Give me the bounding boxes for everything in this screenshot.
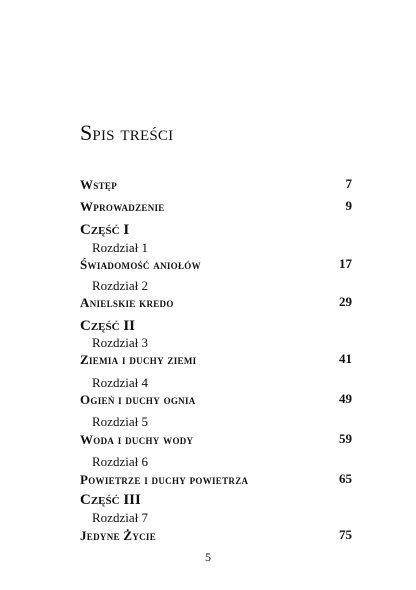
toc-entry-ch4 [80, 391, 352, 409]
toc-part-3: Część III [80, 492, 141, 508]
chapter-number: Rozdział 4 [92, 375, 148, 390]
toc-entry-preface [80, 198, 352, 216]
toc-entry-ch3 [80, 351, 352, 369]
toc-page-number: 9 [345, 198, 352, 213]
page-number-footer: 5 [205, 550, 211, 564]
chapter-number: Rozdział 2 [92, 278, 148, 293]
toc-entry-ch5 [80, 431, 352, 449]
toc-page-number: 65 [339, 471, 352, 486]
toc-page-number: 59 [339, 431, 352, 446]
toc-entry-label: Jedyne Życie [80, 528, 157, 543]
toc-entry-intro [80, 176, 352, 194]
toc-entry-ch1 [80, 256, 352, 274]
toc-entry-label: Anielskie kredo [80, 295, 174, 310]
toc-entry-label: Wprowadzenie [80, 199, 165, 214]
toc-entry-label: Ziemia i duchy ziemi [80, 352, 197, 367]
toc-entry-ch2 [80, 294, 352, 312]
toc-page-number: 17 [339, 256, 352, 271]
toc-page-number: 41 [339, 351, 352, 366]
toc-entry-label: Ogień i duchy ognia [80, 392, 196, 407]
toc-page-number: 7 [345, 176, 352, 191]
toc-entry-ch6 [80, 471, 352, 489]
toc-part-1: Część I [80, 222, 130, 238]
chapter-number: Rozdział 5 [92, 414, 148, 429]
chapter-number: Rozdział 1 [92, 240, 148, 255]
toc-page-number: 29 [339, 294, 352, 309]
toc-entry-ch7 [80, 527, 352, 545]
chapter-number: Rozdział 7 [92, 510, 148, 525]
chapter-number: Rozdział 6 [92, 454, 148, 469]
toc-page-number: 75 [339, 527, 352, 542]
page-title: Spis treści [80, 120, 174, 145]
toc-entry-label: Woda i duchy wody [80, 432, 194, 447]
toc-entry-label: Świadomość aniołów [80, 257, 201, 272]
chapter-number: Rozdział 3 [92, 335, 148, 350]
toc-part-2: Część II [80, 318, 135, 334]
toc-entry-label: Wstęp [80, 177, 118, 192]
toc-entry-label: Powietrze i duchy powietrza [80, 472, 249, 487]
toc-page-number: 49 [339, 391, 352, 406]
